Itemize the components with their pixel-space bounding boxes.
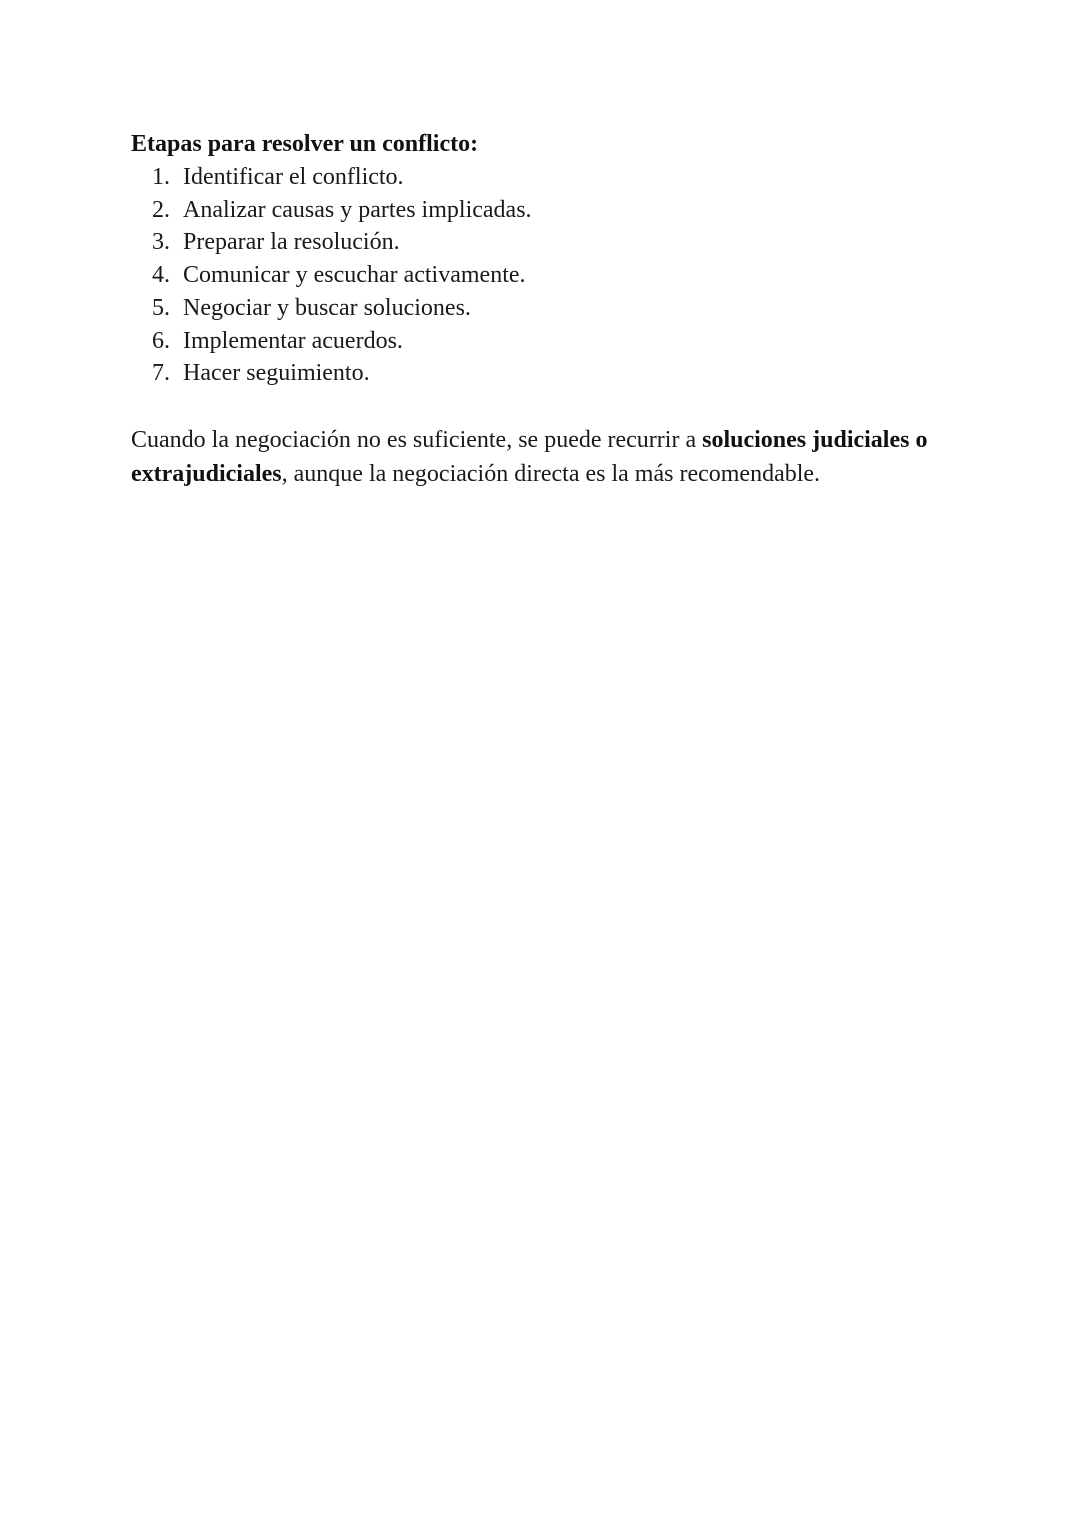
paragraph-text-end: , aunque la negociación directa es la más recomendable. [281, 460, 821, 487]
closing-paragraph [131, 423, 951, 491]
list-item-text: Negociar y buscar soluciones. [183, 294, 471, 321]
steps-list [131, 161, 951, 390]
list-item [131, 226, 951, 259]
list-item [131, 194, 951, 227]
list-item-text: Preparar la resolución. [183, 229, 400, 256]
list-item-text: Comunicar y escuchar activamente. [183, 262, 526, 289]
list-item-number: 6. [152, 327, 170, 354]
list-item-text: Analizar causas y partes implicadas. [183, 196, 532, 223]
list-item [131, 259, 951, 292]
paragraph-text-start: Cuando la negociación no es suficiente, se puede recurrir a [131, 426, 703, 453]
list-item-number: 5. [152, 294, 170, 321]
list-item [131, 325, 951, 358]
list-item [131, 357, 951, 390]
page-content [131, 128, 951, 491]
list-item-number: 2. [152, 196, 170, 223]
paragraph-bold-text: soluciones judiciales o extrajudiciales [131, 426, 928, 487]
list-item-text: Hacer seguimiento. [183, 360, 370, 387]
list-item-number: 7. [152, 360, 170, 387]
list-item-number: 4. [152, 262, 170, 289]
list-item-text: Implementar acuerdos. [183, 327, 403, 354]
list-item-number: 3. [152, 229, 170, 256]
section-heading: Etapas para resolver un conflicto: [131, 131, 479, 157]
list-item-number: 1. [152, 164, 170, 190]
list-item [131, 161, 951, 194]
list-item [131, 292, 951, 325]
list-item-text: Identificar el conflicto. [183, 164, 404, 190]
